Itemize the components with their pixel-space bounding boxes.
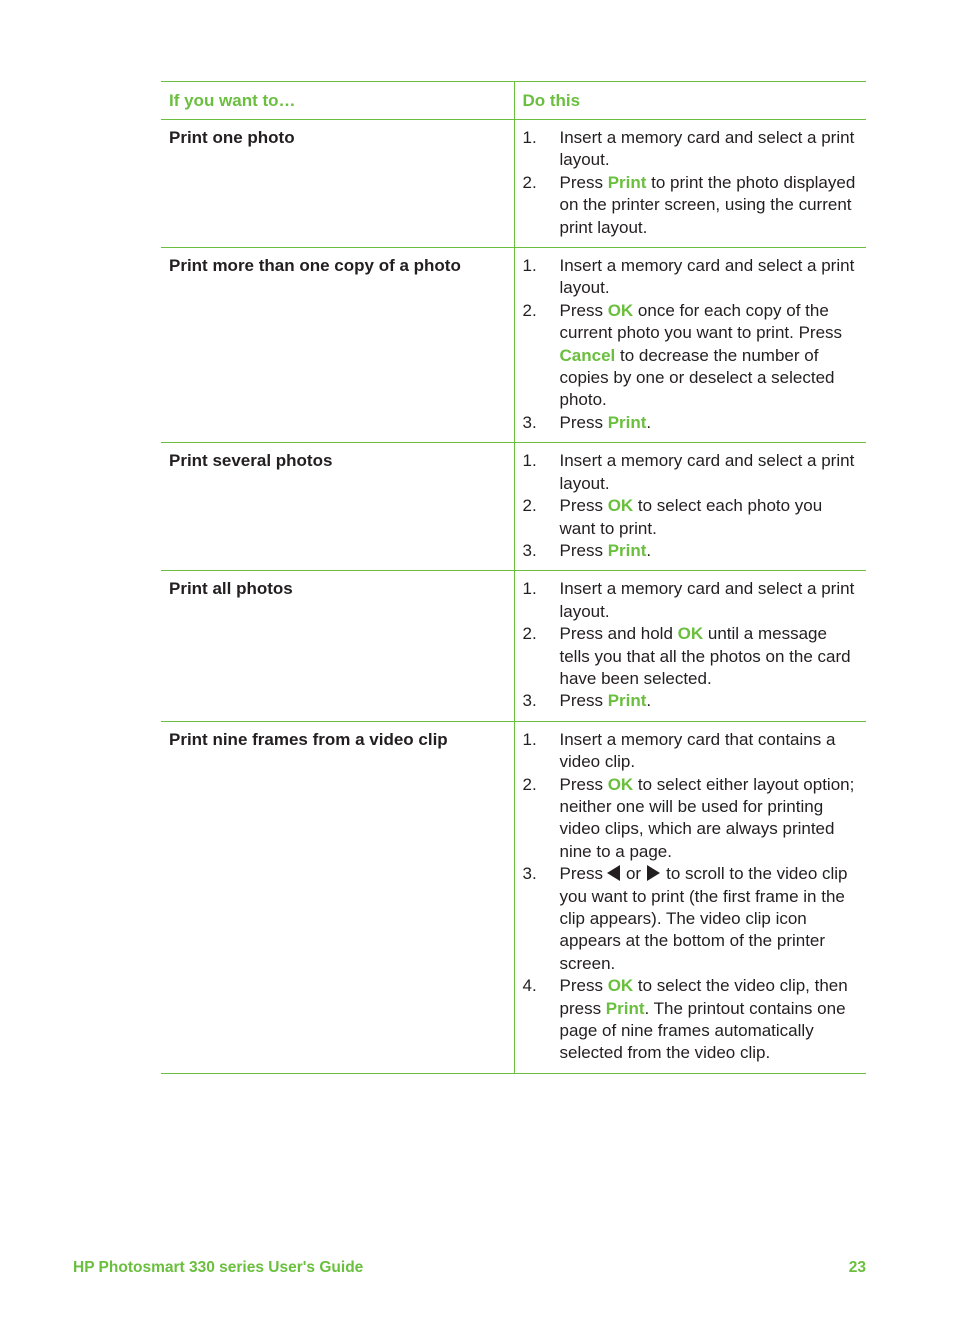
- step-item: [523, 495, 859, 540]
- step-item: [523, 300, 859, 412]
- step-number: 1.: [522, 729, 537, 749]
- button-name-ok: OK: [607, 976, 634, 996]
- steps-list: [523, 255, 859, 434]
- step-text: [560, 774, 859, 864]
- step-item: [523, 127, 859, 172]
- step-text-fragment: Press: [559, 496, 608, 516]
- steps-cell: [514, 120, 866, 248]
- step-text-fragment: Insert a memory card and select a print layout.: [559, 256, 855, 298]
- step-text-fragment: Press: [559, 412, 608, 432]
- left-arrow-icon: [607, 865, 620, 881]
- button-name-cancel: Cancel: [559, 345, 616, 365]
- step-text: [560, 729, 859, 774]
- right-arrow-icon: [647, 865, 660, 881]
- step-item: [523, 450, 859, 495]
- step-number: 1.: [522, 256, 537, 276]
- task-cell: [161, 443, 514, 571]
- step-item: [523, 863, 859, 975]
- step-text-fragment: Press: [559, 976, 608, 996]
- task-label: Print all photos: [169, 579, 293, 599]
- step-text: [560, 623, 859, 690]
- table-header-row: [161, 82, 866, 120]
- step-number: 3.: [522, 412, 537, 432]
- step-item: [523, 172, 859, 239]
- step-text: [560, 300, 859, 412]
- step-text: [560, 255, 859, 300]
- step-text-fragment: . The printout contains one page of nine frames automatically selected from the video clip.: [559, 998, 846, 1063]
- step-number: 1.: [522, 128, 537, 147]
- step-number: 3.: [522, 864, 537, 884]
- step-text-fragment: Press: [559, 300, 608, 320]
- step-text: [560, 690, 859, 712]
- step-text-fragment: .: [646, 540, 652, 560]
- step-text-fragment: to decrease the number of copies by one or deselect a selected photo.: [559, 345, 835, 410]
- step-text-fragment: until a message tells you that all the photos on the card have been selected.: [559, 624, 851, 688]
- step-text: [560, 495, 859, 540]
- step-item: [523, 729, 859, 774]
- step-text-fragment: Insert a memory card and select a print layout.: [559, 128, 855, 170]
- step-item: [523, 255, 859, 300]
- step-text: [560, 975, 859, 1065]
- footer-page-number: 23: [848, 1259, 866, 1276]
- step-text-fragment: Press: [559, 691, 608, 711]
- step-text: [560, 412, 859, 434]
- step-text-fragment: Insert a memory card and select a print layout.: [559, 451, 855, 493]
- steps-list: [523, 450, 859, 562]
- step-number: 1.: [522, 451, 537, 471]
- step-text-fragment: Press and hold: [559, 624, 678, 644]
- step-text-fragment: to scroll to the video clip you want to print (the first frame in the clip appears). The video clip icon appears at the bottom of the printer screen.: [559, 864, 848, 973]
- step-text-fragment: once for each copy of the current photo you want to print. Press: [559, 300, 843, 343]
- steps-list: [523, 578, 859, 712]
- task-label: Print more than one copy of a photo: [169, 256, 461, 276]
- step-text-fragment: to select each photo you want to print.: [559, 496, 823, 538]
- step-text-fragment: or: [625, 864, 642, 884]
- table-row: [161, 721, 866, 1073]
- steps-cell: [514, 571, 866, 721]
- step-item: [523, 578, 859, 623]
- step-text-fragment: to select either layout option; neither one will be used for printing video clips, which are always printed nine to a page.: [559, 774, 855, 861]
- step-number: 2.: [522, 496, 537, 516]
- table-row: [161, 571, 866, 721]
- button-name-print: Print: [605, 998, 645, 1018]
- step-text-fragment: Press: [559, 172, 608, 192]
- step-text-fragment: Press: [559, 540, 608, 560]
- step-text-fragment: .: [646, 412, 652, 432]
- footer-guide-title: HP Photosmart 330 series User's Guide: [73, 1259, 364, 1276]
- step-number: 2.: [522, 624, 537, 644]
- task-label: Print one photo: [169, 128, 295, 147]
- button-name-print: Print: [607, 540, 647, 560]
- steps-cell: [514, 443, 866, 571]
- table-row: [161, 120, 866, 248]
- step-item: [523, 774, 859, 864]
- steps-list: [523, 729, 859, 1065]
- steps-cell: [514, 721, 866, 1073]
- instructions-table: [161, 81, 866, 1074]
- task-cell: [161, 120, 514, 248]
- step-text-fragment: to print the photo displayed on the printer screen, using the current print layout.: [559, 172, 856, 237]
- step-text: [560, 578, 859, 623]
- step-number: 2.: [522, 774, 537, 794]
- step-item: [523, 540, 859, 562]
- step-text: [560, 127, 859, 172]
- step-text-fragment: Press: [559, 774, 608, 794]
- step-item: [523, 623, 859, 690]
- step-item: [523, 690, 859, 712]
- step-text: [560, 450, 859, 495]
- button-name-print: Print: [607, 691, 647, 711]
- header-do-this: Do this: [514, 82, 866, 120]
- task-label: Print several photos: [169, 451, 333, 471]
- table-row: [161, 443, 866, 571]
- step-number: 1.: [522, 579, 537, 599]
- step-number: 3.: [522, 691, 537, 711]
- step-number: 2.: [522, 172, 537, 192]
- step-number: 2.: [522, 300, 537, 320]
- step-number: 3.: [522, 540, 537, 560]
- steps-list: [523, 127, 859, 239]
- step-number: 4.: [522, 976, 537, 996]
- button-name-print: Print: [607, 172, 647, 192]
- step-text: [560, 863, 859, 975]
- step-item: [523, 412, 859, 434]
- task-label: Print nine frames from a video clip: [169, 729, 448, 749]
- step-text: [560, 172, 859, 239]
- table-row: [161, 248, 866, 443]
- button-name-ok: OK: [607, 300, 634, 320]
- header-if-you-want-to: If you want to…: [161, 82, 514, 120]
- step-text-fragment: Insert a memory card and select a print layout.: [559, 579, 855, 621]
- step-item: [523, 975, 859, 1065]
- step-text-fragment: Insert a memory card that contains a video clip.: [559, 729, 836, 772]
- step-text-fragment: Press: [559, 864, 603, 884]
- task-cell: [161, 571, 514, 721]
- step-text-fragment: .: [646, 691, 652, 711]
- button-name-ok: OK: [607, 496, 634, 516]
- steps-cell: [514, 248, 866, 443]
- step-text-fragment: to select the video clip, then press: [559, 976, 848, 1018]
- task-cell: [161, 721, 514, 1073]
- button-name-ok: OK: [607, 774, 634, 794]
- table-body: [161, 120, 866, 1074]
- task-cell: [161, 248, 514, 443]
- step-text: [560, 540, 859, 562]
- button-name-print: Print: [607, 412, 647, 432]
- button-name-ok: OK: [677, 624, 704, 644]
